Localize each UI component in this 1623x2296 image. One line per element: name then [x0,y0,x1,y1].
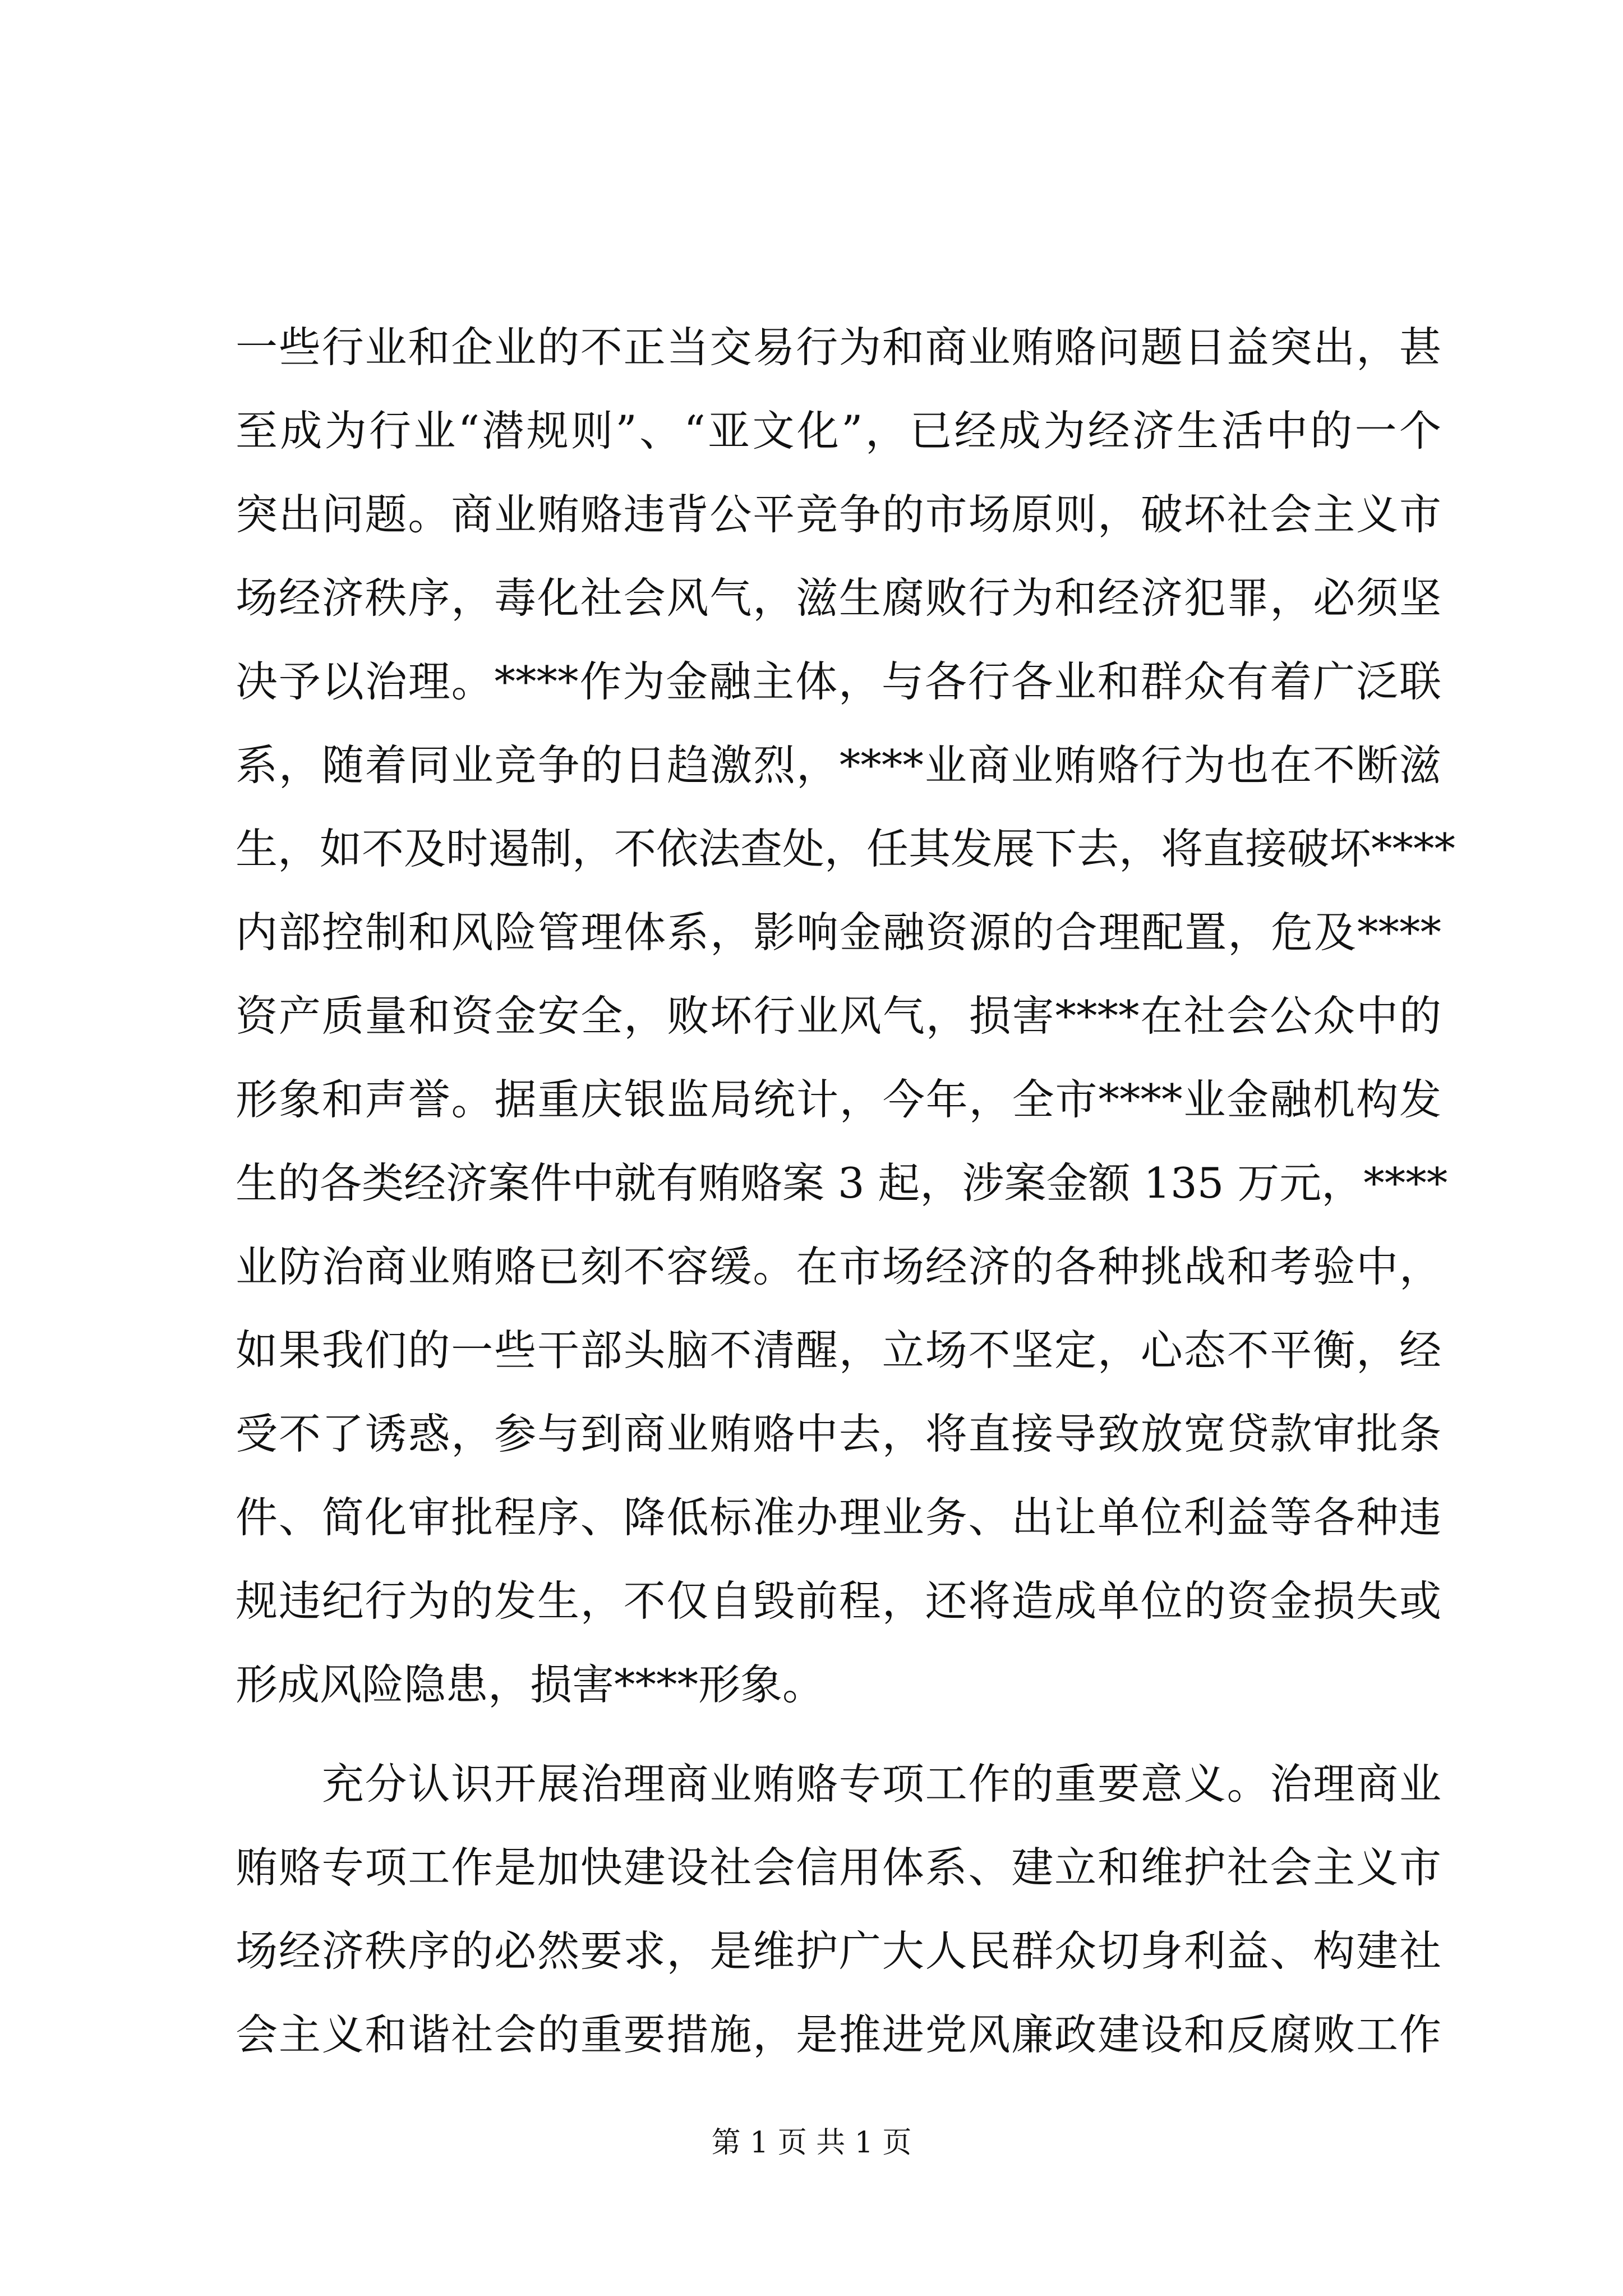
text-line: 贿赂专项工作是加快建设社会信用体系、建立和维护社会主义市 [236,1843,1441,1892]
text-line: 内部控制和风险管理体系，影响金融资源的合理配置，危及**** [236,908,1441,957]
text-line: 会主义和谐社会的重要措施，是推进党风廉政建设和反腐败工作 [236,2010,1441,2059]
text-line: 决予以治理。****作为金融主体，与各行各业和群众有着广泛联 [236,657,1441,706]
text-line: 生的各类经济案件中就有贿赂案 3 起，涉案金额 135 万元，**** [236,1158,1448,1208]
text-line: 件、简化审批程序、降低标准办理业务、出让单位利益等各种违 [236,1493,1441,1542]
text-line: 一些行业和企业的不正当交易行为和商业贿赂问题日益突出，甚 [236,323,1441,372]
text-line: 形成风险隐患，损害****形象。 [236,1660,825,1709]
document-body [236,306,1456,2077]
text-line: 突出问题。商业贿赂违背公平竞争的市场原则，破坏社会主义市 [236,490,1441,539]
text-line: 如果我们的一些干部头脑不清醒，立场不坚定，心态不平衡，经 [236,1326,1441,1375]
text-line: 受不了诱惑，参与到商业贿赂中去，将直接导致放宽贷款审批条 [236,1409,1441,1458]
text-line: 系，随着同业竞争的日趋激烈，****业商业贿赂行为也在不断滋 [236,740,1441,790]
text-line: 至成为行业“潜规则”、“亚文化”，已经成为经济生活中的一个 [236,406,1441,455]
paragraph-2 [236,1742,1441,2077]
text-line: 场经济秩序的必然要求，是维护广大人民群众切身利益、构建社 [236,1926,1441,1976]
text-line: 资产质量和资金安全，败坏行业风气，损害****在社会公众中的 [236,991,1441,1041]
text-line: 形象和声誉。据重庆银监局统计，今年，全市****业金融机构发 [236,1075,1441,1124]
text-line: 规违纪行为的发生，不仅自毁前程，还将造成单位的资金损失或 [236,1576,1441,1626]
page-number-footer: 第 1 页 共 1 页 [711,2126,912,2160]
text-line: 业防治商业贿赂已刻不容缓。在市场经济的各种挑战和考验中， [236,1242,1441,1291]
text-line: 生，如不及时遏制，不依法查处，任其发展下去，将直接破坏**** [236,824,1456,873]
text-line: 充分认识开展治理商业贿赂专项工作的重要意义。治理商业 [236,1759,1441,1809]
text-line: 场经济秩序，毒化社会风气，滋生腐败行为和经济犯罪，必须坚 [236,573,1441,623]
paragraph-spacer [236,1727,1441,1742]
paragraph-1 [236,306,1456,1727]
